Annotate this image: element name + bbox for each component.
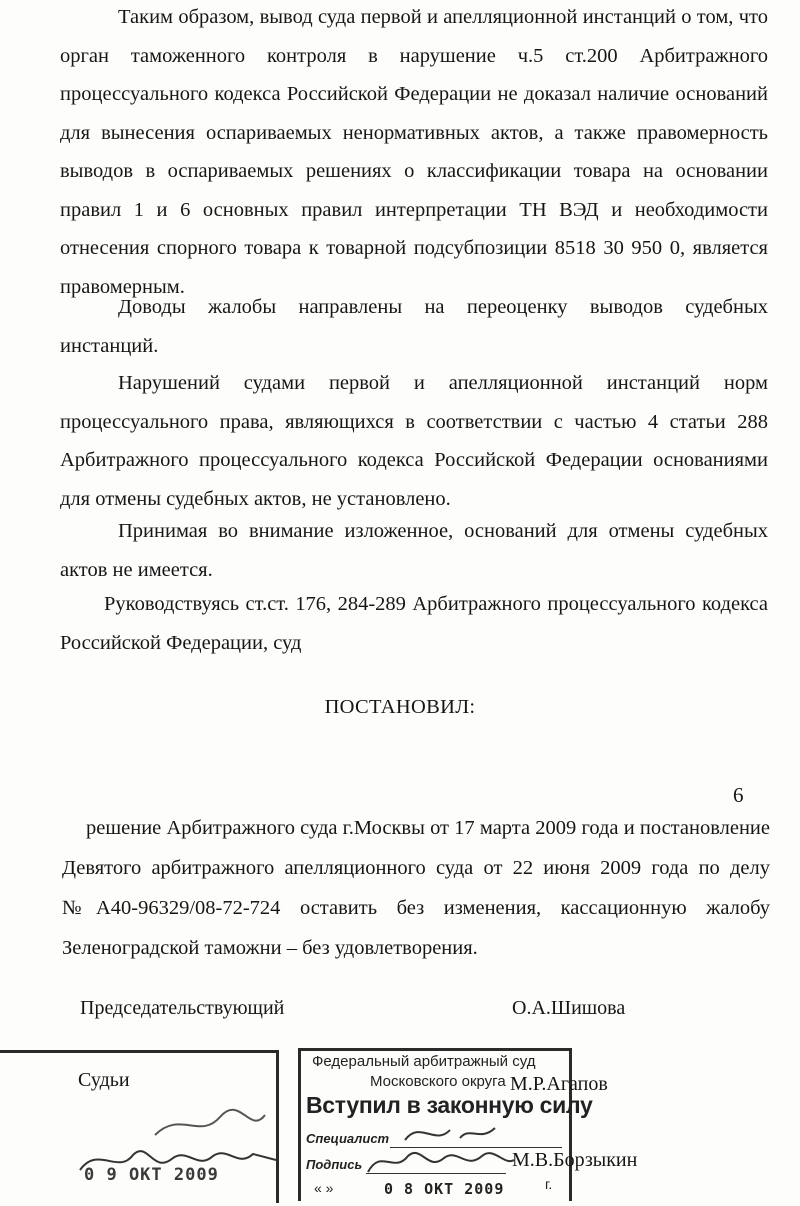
right-handwritten-signature xyxy=(366,1142,516,1178)
judge-2-name: М.В.Борзыкин xyxy=(512,1149,638,1171)
chair-name: О.А.Шишова xyxy=(512,997,626,1019)
stamp-specialist-label: Специалист xyxy=(306,1131,390,1146)
left-signature-scribble xyxy=(150,1105,270,1145)
judges-label: Судьи xyxy=(78,1069,130,1091)
right-stamp-date: 0 8 ОКТ 2009 xyxy=(384,1180,505,1198)
stamp-court-line1: Федеральный арбитражный суд xyxy=(312,1053,536,1070)
judge-1-name: М.Р.Агапов xyxy=(510,1073,608,1095)
paragraph-violations: Нарушений судами первой и апелляционной инстанций норм процессуального права, являющихся в соответствии с частью 4 статьи 288 Арбитражного процессуального кодекса Российской Федерации основаниями для отмены судебных актов, не установлено. xyxy=(60,372,768,510)
chair-label: Председательствующий xyxy=(80,997,285,1019)
paragraph-arguments: Доводы жалобы направлены на переоценку выводов судебных инстанций. xyxy=(60,296,768,357)
stamp-year-suffix: г. xyxy=(545,1176,553,1192)
stamp-entered-into-force: Вступил в законную силу xyxy=(306,1092,593,1118)
paragraph-guided: Руководствуясь ст.ст. 176, 284-289 Арбитражного процессуального кодекса Российской Федерации, суд xyxy=(60,593,768,654)
resolution-heading: ПОСТАНОВИЛ: xyxy=(324,696,476,718)
stamp-court-line2: Московского округа xyxy=(370,1073,506,1090)
page-number: 6 xyxy=(733,783,744,807)
left-stamp-date: 0 9 ОКТ 2009 xyxy=(84,1165,219,1185)
paragraph-resolution: решение Арбитражного суда г.Москвы от 17 марта 2009 года и постановление Девятого арбитражного апелляционного суда от 22 июня 2009 года по делу №А40-96329/08-72-724 оставить без изменения, кассационную жалобу Зеленоградской таможни – без удовлетворения. xyxy=(62,817,770,959)
paragraph-grounds: Принимая во внимание изложенное, оснований для отмены судебных актов не имеется. xyxy=(60,520,768,581)
stamp-quote-marks: « » xyxy=(314,1180,334,1196)
paragraph-conclusion: Таким образом, вывод суда первой и апелляционной инстанций о том, что орган таможенного контроля в нарушение ч.5 ст.200 Арбитражного процессуального кодекса Российской Федерации не доказал наличие оснований для вынесения оспариваемых ненормативных актов, а также правомерность выводов в оспариваемых решениях о классификации товара на основании правил 1 и 6 основных правил интерпретации ТН ВЭД и необходимости отнесения спорного товара к товарной подсубпозиции 8518 30 950 0, является правомерным. xyxy=(60,6,768,298)
stamp-signature-label: Подпись xyxy=(306,1157,363,1172)
